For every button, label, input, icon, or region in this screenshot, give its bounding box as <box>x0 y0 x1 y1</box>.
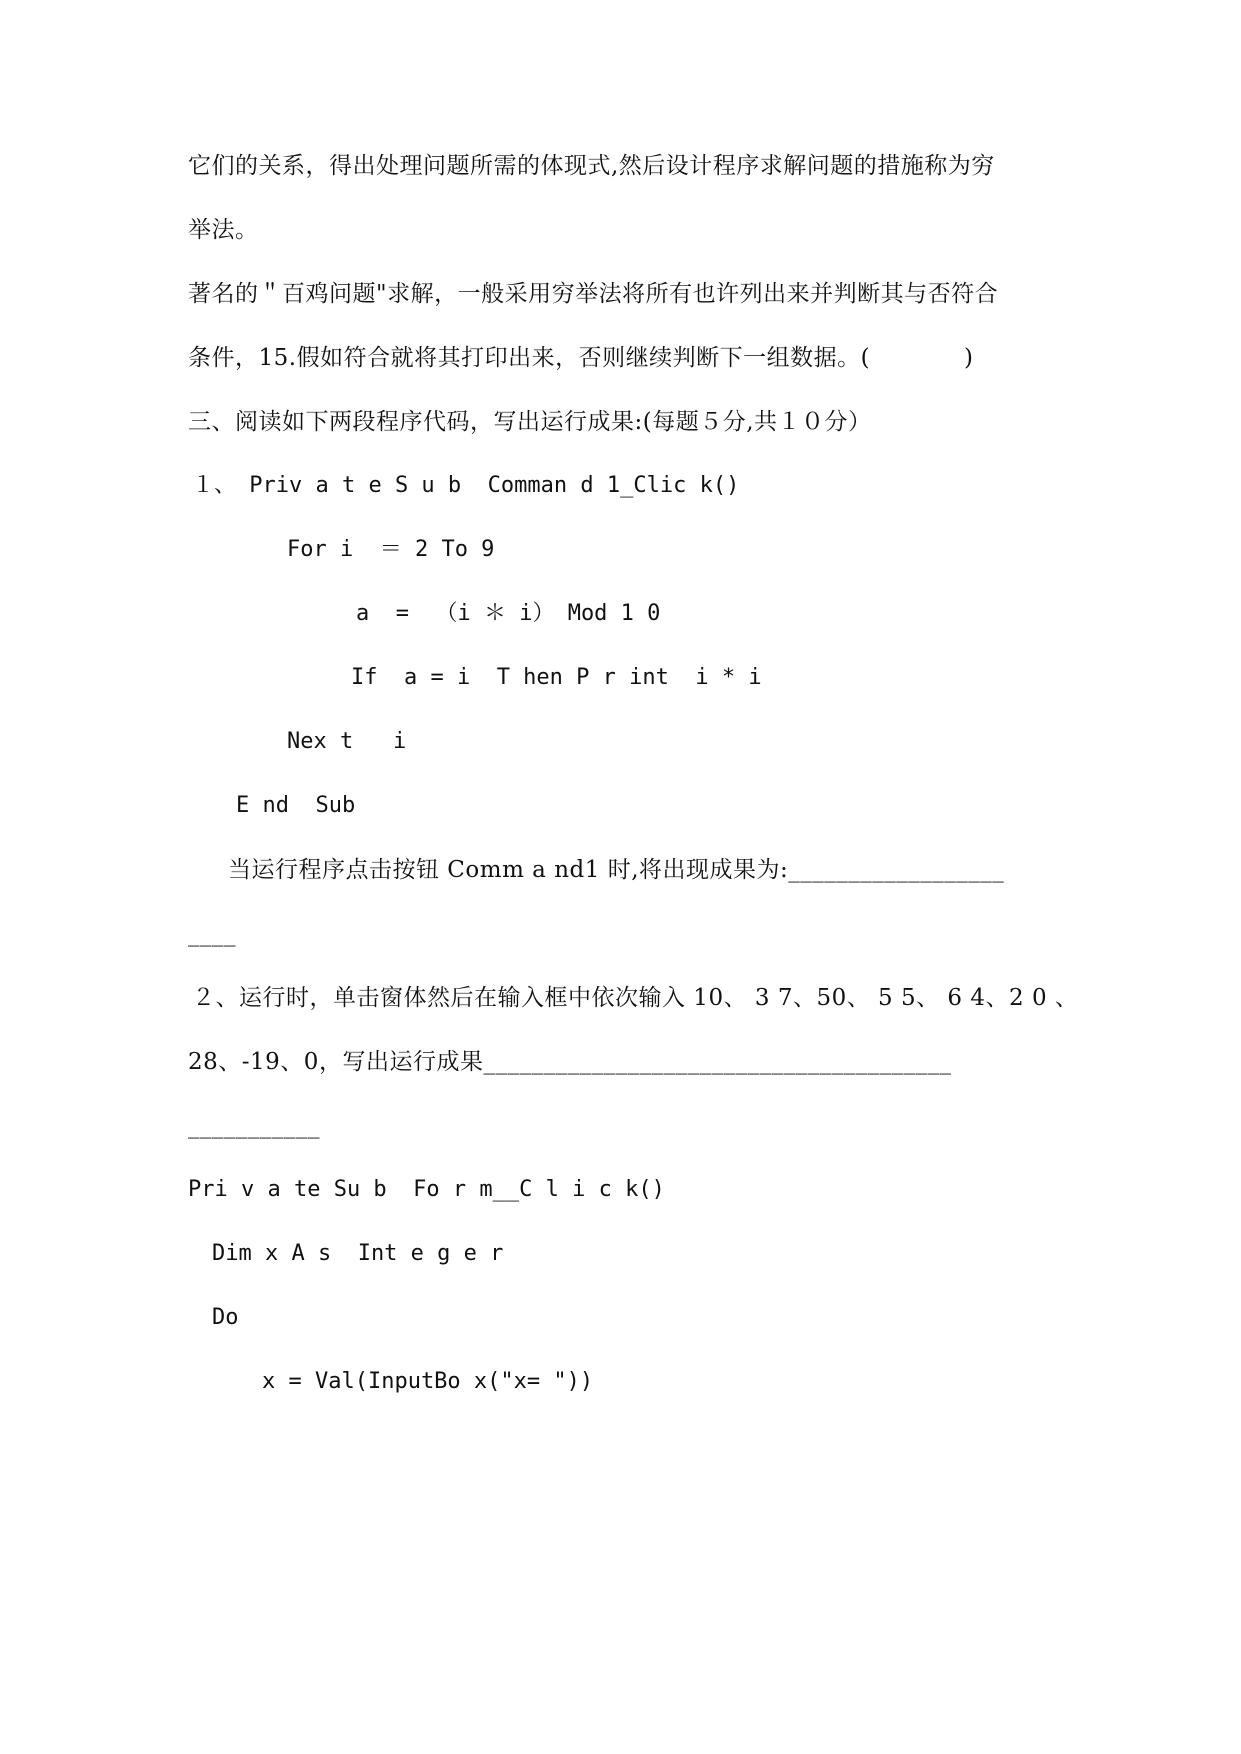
q1-sub-declaration: １、 Priv a t e S u b Comman d 1_Clic k() <box>192 473 740 498</box>
q2-description-line-1: ２、运行时，单击窗体然后在输入框中依次输入 10、 3 7、50、 5 5、 6 4、2 0 、 <box>192 985 1079 1011</box>
paragraph-hundred-chickens-line-1: 著名的＂百鸡问题"求解，一般采用穷举法将所有也许列出来并判断其与否符合 <box>188 281 999 307</box>
q1-answer-prompt: 当运行程序点击按钮 Comm a nd1 时,将出现成果为:__________________ <box>228 857 1005 883</box>
q1-code-for-line: For i ＝ 2 To 9 <box>287 537 495 562</box>
paragraph-enumeration-line-2: 举法。 <box>188 217 259 243</box>
q2-code-inputbox-line: x = Val(InputBo x("x= ")) <box>262 1369 594 1394</box>
q1-code-if-line: If a = i T hen P r int i * i <box>351 665 762 690</box>
q2-sub-declaration: Pri v a te Su b Fo r m__C l i c k() <box>188 1177 665 1202</box>
q2-answer-blank-continued: ___________ <box>188 1113 320 1139</box>
paragraph-hundred-chickens-line-2: 条件，15.假如符合就将其打印出来，否则继续判断下一组数据。( ) <box>188 345 974 371</box>
q2-description-line-2: 28、-19、0，写出运行成果_______________________________________ <box>188 1049 952 1075</box>
q1-code-next-line: Nex t i <box>287 729 407 754</box>
q1-answer-blank-continued: ____ <box>188 921 236 947</box>
section-3-heading: 三、阅读如下两段程序代码，写出运行成果:(每题５分,共１０分） <box>188 409 872 435</box>
q2-code-do-line: Do <box>212 1305 239 1330</box>
q2-code-dim-line: Dim x A s Int e g e r <box>212 1241 504 1266</box>
q1-code-assign-line: a = （i ＊ i） Mod 1 0 <box>356 601 661 626</box>
q1-code-end-sub-line: E nd Sub <box>236 793 356 818</box>
paragraph-enumeration-line-1: 它们的关系，得出处理问题所需的体现式,然后设计程序求解问题的措施称为穷 <box>188 153 995 179</box>
